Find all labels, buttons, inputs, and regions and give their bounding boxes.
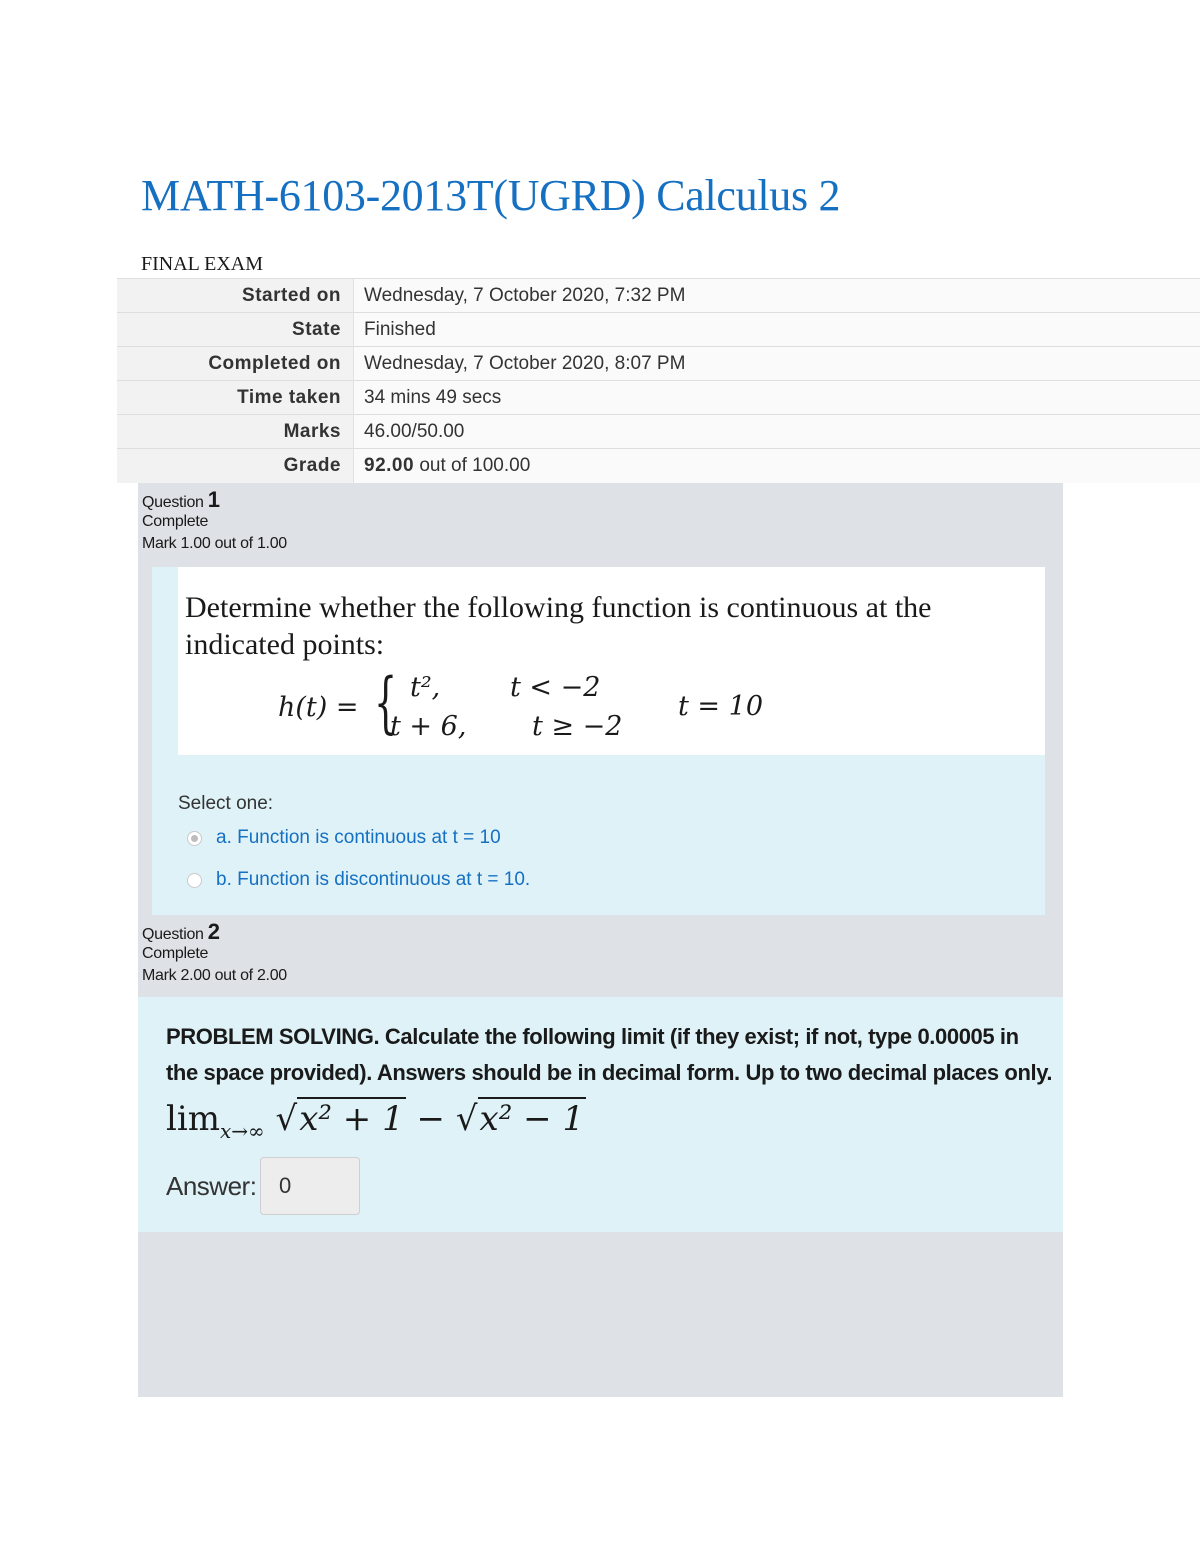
summary-value: Wednesday, 7 October 2020, 8:07 PM bbox=[354, 347, 1200, 381]
select-one-label: Select one: bbox=[178, 793, 274, 814]
question-number: 2 bbox=[207, 919, 220, 944]
minus-sign: − bbox=[416, 1099, 446, 1139]
limit-subscript: x→∞ bbox=[220, 1118, 265, 1143]
summary-value: 34 mins 49 secs bbox=[354, 381, 1200, 415]
summary-row-time-taken bbox=[117, 381, 1200, 415]
question-status: Complete bbox=[142, 513, 209, 530]
option-label: b. Function is discontinuous at t = 10. bbox=[216, 869, 531, 890]
function-lhs: h(t) = bbox=[278, 692, 359, 723]
summary-label: Started on bbox=[117, 279, 354, 313]
attempt-summary-table bbox=[117, 278, 1200, 483]
radicand-1: x² + 1 bbox=[299, 1099, 404, 1139]
question-info-1 bbox=[142, 489, 287, 555]
summary-label: Completed on bbox=[117, 347, 354, 381]
sqrt-icon: √ bbox=[455, 1099, 478, 1139]
question-prompt: PROBLEM SOLVING. Calculate the following limit (if they exist; if not, type 0.00005 in the space provided). Answers should be in decimal form. Up to two decimal places only. bbox=[166, 1024, 1053, 1085]
question-mark: Mark 1.00 out of 1.00 bbox=[142, 535, 287, 552]
question-label: Question bbox=[142, 494, 204, 511]
answer-input[interactable] bbox=[260, 1157, 360, 1215]
summary-row-completed-on bbox=[117, 347, 1200, 381]
summary-label: Marks bbox=[117, 415, 354, 449]
summary-row-started-on bbox=[117, 279, 1200, 313]
question-number: 1 bbox=[207, 487, 220, 512]
question-status: Complete bbox=[142, 945, 209, 962]
grade-value: 92.00 bbox=[364, 454, 415, 476]
answer-option-a[interactable] bbox=[187, 825, 501, 851]
summary-label: Grade bbox=[117, 449, 354, 483]
option-label: a. Function is continuous at t = 10 bbox=[216, 827, 501, 848]
grade-suffix: out of 100.00 bbox=[419, 454, 531, 476]
sqrt-icon: √ bbox=[275, 1099, 298, 1139]
question-label: Question bbox=[142, 926, 204, 943]
question-info-2 bbox=[142, 921, 287, 987]
summary-row-state bbox=[117, 313, 1200, 347]
limit-word: lim bbox=[166, 1099, 220, 1139]
summary-value: 46.00/50.00 bbox=[354, 415, 1200, 449]
question-content-2 bbox=[138, 997, 1063, 1232]
summary-value bbox=[354, 449, 1200, 483]
radicand-2: x² − 1 bbox=[479, 1099, 585, 1139]
summary-row-marks bbox=[117, 415, 1200, 449]
course-title: MATH-6103-2013T(UGRD) Calculus 2 bbox=[141, 171, 841, 220]
radio-checked-icon[interactable] bbox=[187, 831, 202, 846]
piece1-cond: t < −2 bbox=[510, 672, 601, 703]
summary-value: Finished bbox=[354, 313, 1200, 347]
radio-unchecked-icon[interactable] bbox=[187, 873, 202, 888]
answer-label: Answer: bbox=[166, 1171, 257, 1201]
piece1-expr: t², bbox=[410, 672, 441, 703]
brace-icon: { bbox=[374, 664, 398, 741]
limit-expression bbox=[166, 1099, 586, 1143]
question-content-1 bbox=[152, 567, 1045, 915]
piece2-expr: t + 6, bbox=[390, 711, 467, 742]
answer-option-b[interactable] bbox=[187, 867, 530, 893]
summary-row-grade bbox=[117, 449, 1200, 483]
question-image bbox=[178, 567, 1045, 755]
summary-value: Wednesday, 7 October 2020, 7:32 PM bbox=[354, 279, 1200, 313]
summary-label: State bbox=[117, 313, 354, 347]
quiz-review-panel bbox=[138, 483, 1063, 1397]
summary-label: Time taken bbox=[117, 381, 354, 415]
exam-title: FINAL EXAM bbox=[141, 253, 264, 275]
piece2-cond: t ≥ −2 bbox=[532, 711, 623, 742]
evaluation-point: t = 10 bbox=[678, 691, 763, 722]
question-mark: Mark 2.00 out of 2.00 bbox=[142, 967, 287, 984]
question-prompt: Determine whether the following function is continuous at the indicated points: bbox=[185, 591, 932, 661]
